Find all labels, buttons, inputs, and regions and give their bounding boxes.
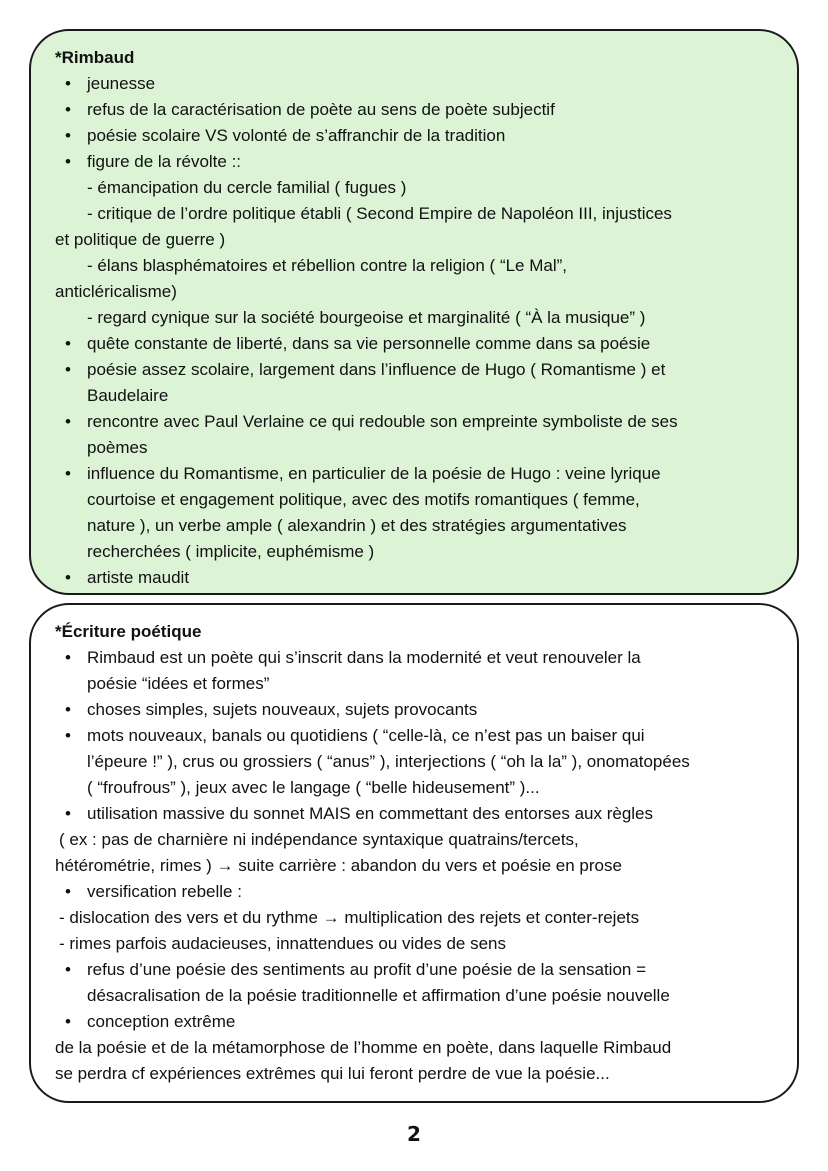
rimbaud-section [29, 29, 799, 595]
bullet-item: • figure de la révolte :: [55, 149, 773, 175]
bullet-item: • artiste maudit [55, 565, 773, 591]
text-line: désacralisation de la poésie traditionnelle et affirmation d’une poésie nouvelle [87, 986, 670, 1005]
text-line: et politique de guerre ) [55, 230, 226, 249]
bullet-item: • poésie scolaire VS volonté de s’affranchir de la tradition [55, 123, 773, 149]
bullet-item: • versification rebelle : [55, 879, 773, 905]
section-title: *Écriture poétique [55, 622, 202, 641]
text-line: se perdra cf expériences extrêmes qui lui feront perdre de vue la poésie... [55, 1064, 610, 1083]
text-line: ( “froufrous” ), jeux avec le langage ( “belle hideusement” )... [87, 778, 540, 797]
bullet-item: • utilisation massive du sonnet MAIS en commettant des entorses aux règles [55, 801, 773, 827]
text-line: courtoise et engagement politique, avec des motifs romantiques ( femme, [87, 490, 640, 509]
text-line: recherchées ( implicite, euphémisme ) [87, 542, 375, 561]
page-number: 2 [407, 1122, 421, 1146]
bullet-item: • choses simples, sujets nouveaux, sujets provocants [55, 697, 773, 723]
text-line: poésie “idées et formes” [87, 674, 270, 693]
bullet-item: • refus d’une poésie des sentiments au profit d’une poésie de la sensation = [55, 957, 773, 983]
bullet-item: • conception extrême [55, 1009, 773, 1035]
bullet-item: • rencontre avec Paul Verlaine ce qui redouble son empreinte symboliste de ses [55, 409, 773, 435]
bullet-item: • quête constante de liberté, dans sa vie personnelle comme dans sa poésie [55, 331, 773, 357]
text-line: - émancipation du cercle familial ( fugues ) [87, 178, 407, 197]
section-title: *Rimbaud [55, 48, 135, 67]
text-line: - rimes parfois audacieuses, innattendues ou vides de sens [59, 934, 506, 953]
bullet-item: • refus de la caractérisation de poète au sens de poète subjectif [55, 97, 773, 123]
text-line: nature ), un verbe ample ( alexandrin ) et des stratégies argumentatives [87, 516, 627, 535]
text-line: ( ex : pas de charnière ni indépendance syntaxique quatrains/tercets, [59, 830, 579, 849]
section-lines [55, 71, 773, 591]
ecriture-poetique-section [29, 603, 799, 1103]
text-line: Baudelaire [87, 386, 169, 405]
text-line: - critique de l’ordre politique établi ( Second Empire de Napoléon III, injustices [87, 204, 672, 223]
bullet-item: • poésie assez scolaire, largement dans l’influence de Hugo ( Romantisme ) et [55, 357, 773, 383]
bullet-item: • jeunesse [55, 71, 773, 97]
text-line: hétérométrie, rimes ) → suite carrière : abandon du vers et poésie en prose [55, 856, 622, 875]
text-line: de la poésie et de la métamorphose de l’homme en poète, dans laquelle Rimbaud [55, 1038, 672, 1057]
bullet-item: • Rimbaud est un poète qui s’inscrit dans la modernité et veut renouveler la [55, 645, 773, 671]
text-line: l’épeure !” ), crus ou grossiers ( “anus” ), interjections ( “oh la la” ), onomatopées [87, 752, 690, 771]
text-line: - regard cynique sur la société bourgeoise et marginalité ( “À la musique” ) [87, 308, 646, 327]
section-lines [55, 645, 773, 1087]
bullet-item: • mots nouveaux, banals ou quotidiens ( “celle-là, ce n’est pas un baiser qui [55, 723, 773, 749]
text-line: - dislocation des vers et du rythme → multiplication des rejets et conter-rejets [59, 908, 640, 927]
text-line: - élans blasphématoires et rébellion contre la religion ( “Le Mal”, [87, 256, 568, 275]
bullet-item: • influence du Romantisme, en particulier de la poésie de Hugo : veine lyrique [55, 461, 773, 487]
text-line: anticléricalisme) [55, 282, 177, 301]
text-line: poèmes [87, 438, 148, 457]
